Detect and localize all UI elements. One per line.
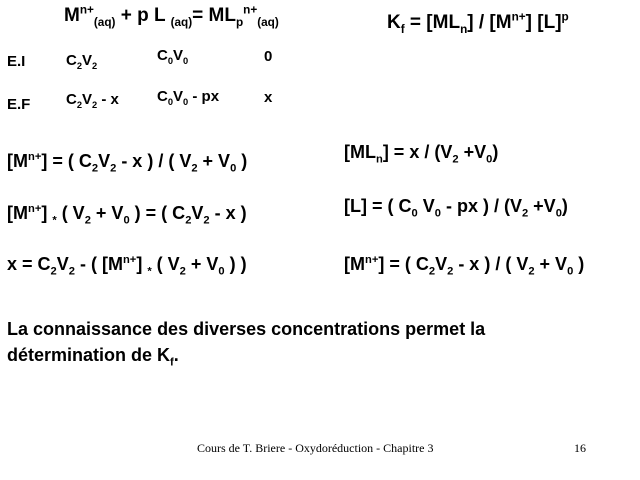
footer-course: Cours de T. Briere - Oxydoréduction - Chapitre 3: [197, 441, 434, 455]
ei-c2v2: $C_2V_2$: [66, 52, 98, 71]
conclusion-text: [7, 316, 485, 368]
right-equation-3: $[M^{n+}]$ = ( $C_2V_2$ - x ) / ( $V_2 + V_0$ ): [344, 254, 585, 278]
ef-label: E.F: [7, 96, 31, 113]
left-equation-1: $[M^{n+}]$ = ( $C_2V_2$ - x ) / ( $V_2 + V_0$ ): [7, 151, 248, 175]
left-equation-3: $x = C_2V_2$ - ( $[M^{n+}]$ $_*$ ( $V_2 + V_0$ ) ): [7, 254, 247, 278]
kf-expression: $K_f = [ML_n] / [M^{n+}]$ $[L]^p$: [387, 10, 569, 36]
ef-x: x: [264, 89, 273, 106]
ef-c0v0-minus-px: $C_0V_0$ - px: [157, 88, 220, 107]
ei-c0v0: $C_0V_0$: [157, 47, 189, 66]
ei-zero: 0: [264, 48, 273, 65]
page-number: 16: [574, 441, 586, 455]
right-equation-2: [L] = ( $C_0$ $V_0$ - px ) / $(V_2 +V_0)$: [344, 196, 568, 220]
ef-c2v2-minus-x: $C_2V_2$ - x: [66, 91, 119, 110]
conclusion-line-1: La connaissance des diverses concentrations permet la: [7, 319, 486, 339]
right-equation-1: $[ML_n] = x / (V_2 +V_0)$: [344, 142, 499, 166]
conclusion-line-2: détermination de $K_f$.: [7, 345, 179, 369]
ei-label: E.I: [7, 53, 26, 70]
left-equation-2: $[M^{n+}]$ $_*$ ( $V_2 + V_0$ ) = ( $C_2V_2$ - x ): [7, 203, 247, 227]
reaction-equation: $M^{n+}_{(aq)} + p$ L $_{(aq)}= ML_p^{n+}_{(aq)}$: [64, 3, 279, 29]
